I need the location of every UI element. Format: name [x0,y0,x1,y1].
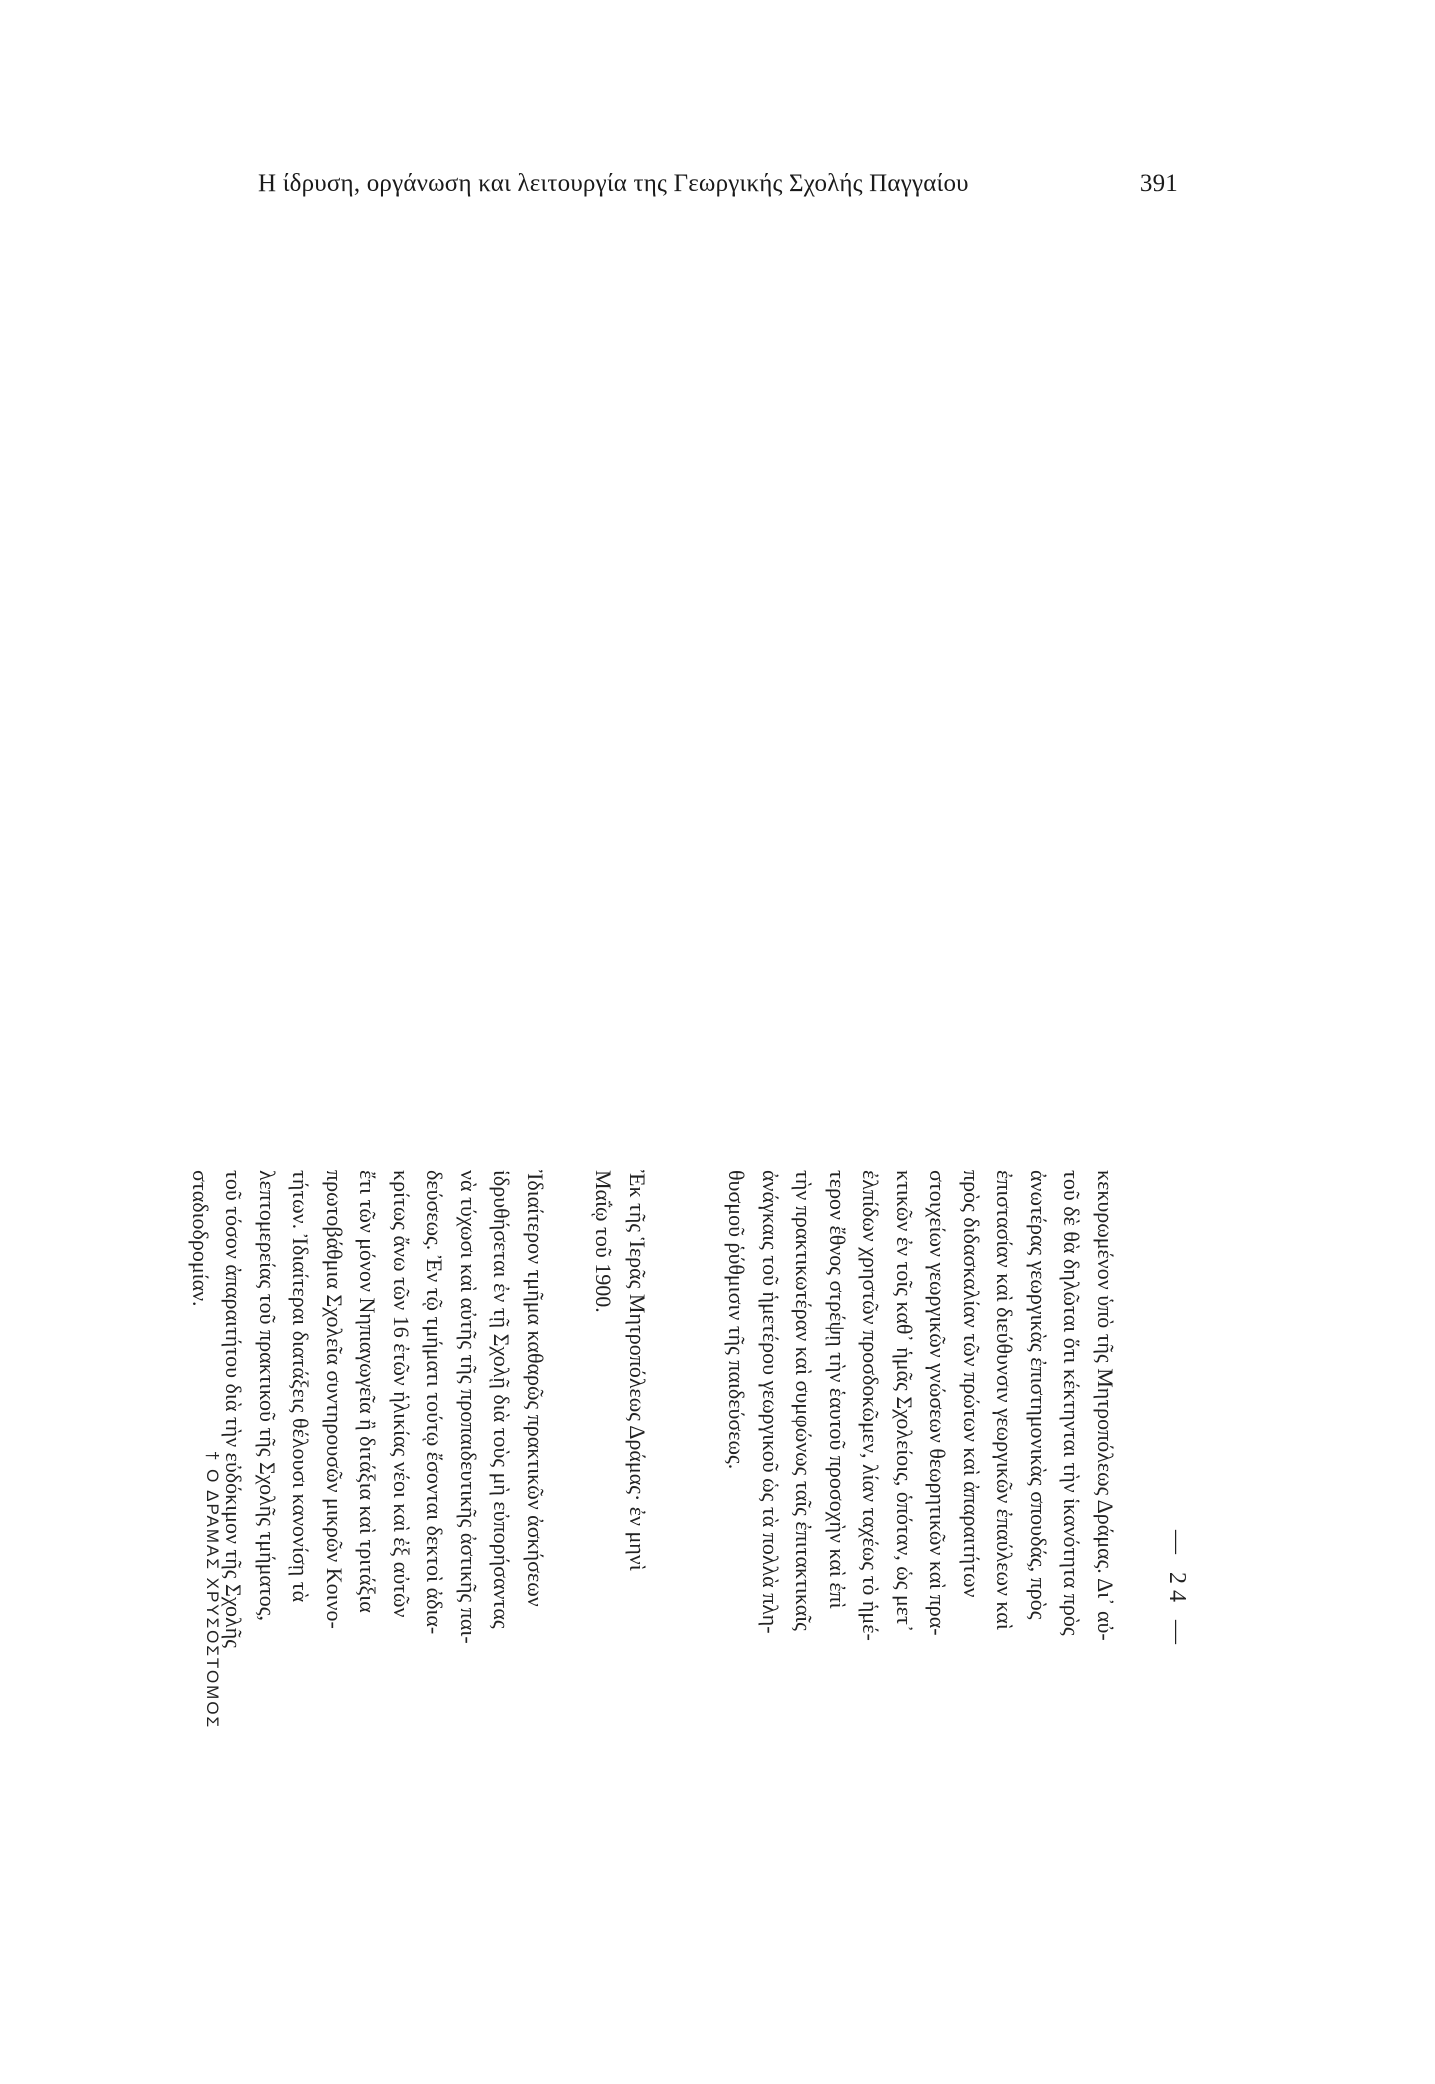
text-line: τοῦ δὲ θὰ δηλῶται ὅτι κέκτηνται τὴν ἱκανότητα πρὸς [1059,1170,1085,1636]
paragraph-2 [587,1170,654,2030]
text-line: Ἰδιαίτερον τμῆμα καθαρῶς πρακτικῶν ἀσκήσεων [523,1170,548,1607]
text-line: δεύσεως. Ἐν τῷ τμήματι τούτῳ ἔσονται δεκτοὶ ἀδια- [422,1170,448,1635]
text-line: ἱδρυθήσεται ἐν τῇ Σχολῇ διὰ τοὺς μὴ εὐπορήσαντας [489,1170,515,1629]
paragraph-3 [184,1170,553,2030]
text-line: τερον ἔθνος στρέψῃ τὴν ἑαυτοῦ προσοχὴν καὶ ἐπὶ [825,1170,850,1609]
text-line: τοῦ τόσον ἀπαραιτήτου διὰ τὴν εὐδόκιμον τῆς Σχολῆς [221,1170,247,1648]
scanned-page-content [190,1110,1230,2070]
text-line: λεπτομερείας τοῦ πρακτικοῦ τῆς Σχολῆς τμήματος, [255,1170,280,1621]
text-line: ἀνωτέρας γεωργικὰς ἐπιστημονικὰς σπουδάς, πρὸς [1026,1170,1051,1620]
text-line: Μαΐῳ τοῦ 1900. [591,1170,617,1313]
text-line: σταδιοδρομίαν. [188,1170,213,1307]
text-line: θυσμοῦ ῥύθμισιν τῆς παιδεύσεως. [724,1170,750,1470]
text-line: ἀνάγκαις τοῦ ἡμετέρου γεωργικοῦ ὡς τὰ πολλὰ πλη- [758,1170,783,1634]
folio-number: — 24 — [1164,1530,1190,1650]
text-line: ἔτι τῶν μόνον Νηπιαγωγεῖα ἢ διτάξια καὶ τριτάξια [355,1170,381,1613]
text-line: στοιχείων γεωργικῶν γνώσεων θεωρητικῶν καὶ πρα- [925,1170,951,1636]
text-line: τὴν πρακτικωτέραν καὶ συμφώνως ταῖς ἐπιτακτικαῖς [791,1170,817,1631]
text-line: κεκυρωμένον ὑπὸ τῆς Μητροπόλεως Δράμας. Δι᾽ αὐ- [1093,1170,1118,1641]
text-line: κρίτως ἄνω τῶν 16 ἐτῶν ἡλικίας νέοι καὶ ἐξ αὐτῶν [389,1170,414,1618]
running-head-title: Η ίδρυση, οργάνωση και λειτουργία της Γεωργικής Σχολής Παγγαίου [258,170,969,197]
signature: † Ο ΔΡΑΜΑΣ ΧΡΥΣΟΣΤΟΜΟΣ [203,1450,222,1730]
page-number: 391 [1139,170,1178,197]
text-line: νὰ τύχωσι καὶ αὐτῆς τῆς προπαιδευτικῆς ἀστικῆς παι- [456,1170,481,1644]
text-line: τήτων. Ἰδιαίτεραι διατάξεις θέλουσι κανονίσῃ τὰ [288,1170,314,1603]
text-line: Ἐκ τῆς Ἱερᾶς Μητροπόλεως Δράμας· ἐν μηνὶ [625,1170,650,1571]
text-line: πρωτοβάθμια Σχολεῖα συντηρουσῶν μικρῶν Κοινο- [322,1170,347,1629]
text-line: πρὸς διδασκαλίαν τῶν πρώτων καὶ ἀπαραιτήτων [959,1170,984,1598]
text-line: ἐλπίδων χρηστῶν προσδοκῶμεν, λίαν ταχέως τὸ ἡμέ- [858,1170,884,1641]
text-line: κτικῶν ἐν τοῖς καθ᾽ ἡμᾶς Σχολείοις, ὁπόταν, ὡς μετ᾽ [892,1170,917,1633]
paragraph-1 [720,1170,1122,2030]
rotated-scanned-page [190,1110,1230,2070]
text-line: ἐπιστασίαν καὶ διεύθυνσιν γεωργικῶν ἐπαύλεων καὶ [992,1170,1018,1630]
